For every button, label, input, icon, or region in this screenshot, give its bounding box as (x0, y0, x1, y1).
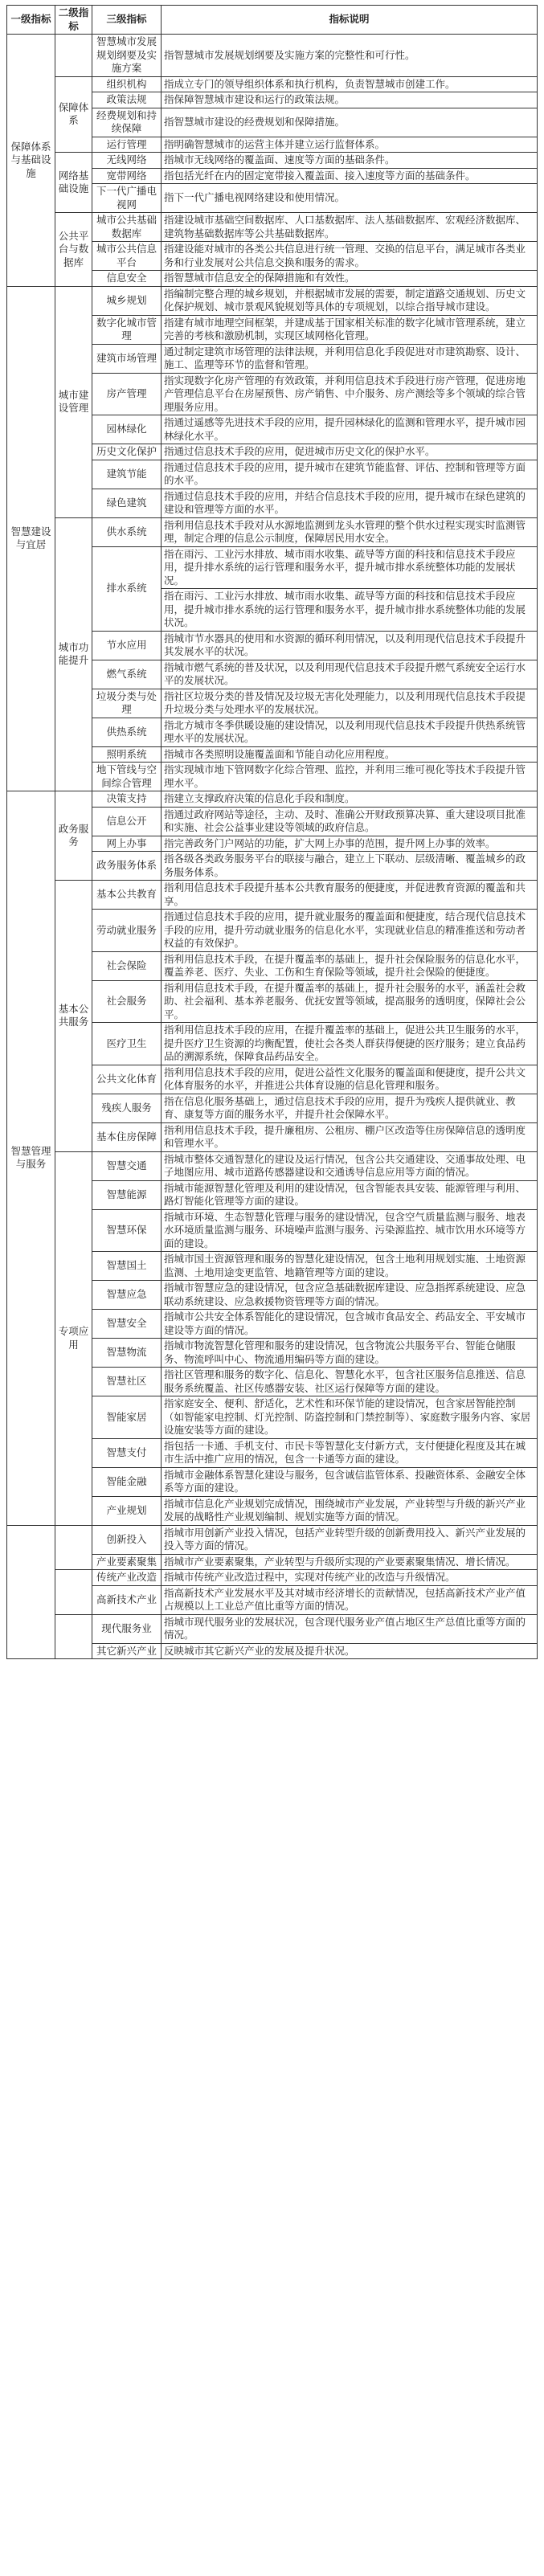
description-cell: 指建立支撑政府决策的信息化手段和制度。 (162, 791, 538, 808)
level3-cell: 组织机构 (92, 76, 162, 92)
level3-cell: 经费规划和持续保障 (92, 108, 162, 137)
description-cell: 指城市节水器具的使用和水资源的循环利用情况，以及利用现代信息技术手段提升其发展水平的状况。 (162, 631, 538, 660)
level3-cell: 智慧安全 (92, 1310, 162, 1339)
level2-cell (55, 35, 92, 77)
description-cell: 指完善政务门户网站的功能，扩大网上办事的范围，提升网上办事的效率。 (162, 836, 538, 852)
table-row (7, 213, 538, 242)
header-level3: 三级指标 (92, 6, 162, 35)
level3-cell: 城乡规划 (92, 286, 162, 315)
level3-cell: 社会服务 (92, 980, 162, 1023)
description-cell: 指智慧城市发展规划纲要及实施方案的完整性和可行性。 (162, 35, 538, 77)
header-level2: 二级指标 (55, 6, 92, 35)
description-cell: 指城市传统产业改造过程中，实现对传统产业的改造与升级情况。 (162, 1570, 538, 1586)
description-cell: 指利用信息技术手段，在提升覆盖率的基础上，提升社会保险服务的信息化水平，覆盖养老、医疗、失业、工伤和生育保险等领域，提升社会保险的便捷度。 (162, 951, 538, 980)
description-cell: 指编制完整合理的城乡规划，并根据城市发展的需要，制定道路交通规划、历史文化保护规划、城市景观风貌规划等具体的专项规划，以综合指导城市建设。 (162, 286, 538, 315)
description-cell: 指利用信息技术手段的应用，促进公益性文化服务的覆盖面和便捷度，提升公共文化体育服务的水平，并推进公共体育设施的信息化管理和服务。 (162, 1065, 538, 1094)
level3-cell: 排水系统 (92, 546, 162, 631)
description-cell: 指城市国土资源管理和服务的智慧化建设情况，包含土地利用规划实施、土地资源监测、土地用途变更监管、地籍管理等方面的建设。 (162, 1252, 538, 1281)
level3-cell: 社会保险 (92, 951, 162, 980)
table-row (7, 1151, 538, 1180)
table-row (7, 1570, 538, 1586)
level3-cell: 房产管理 (92, 373, 162, 415)
description-cell: 指保障智慧城市建设和运行的政策法规。 (162, 92, 538, 108)
description-cell: 指通过信息技术手段的应用，并结合信息技术手段的应用，提升城市在绿色建筑的建设和管理等方面的水平。 (162, 489, 538, 517)
description-cell: 指在雨污、工业污水排放、城市雨水收集、疏导等方面的科技和信息技术手段应用，提升城市排水系统的运行管理和服务水平，提升城市排水系统整体功能的发展状况。 (162, 589, 538, 632)
level3-cell: 决策支持 (92, 791, 162, 808)
level3-cell: 政务服务体系 (92, 852, 162, 881)
level3-cell: 供水系统 (92, 517, 162, 546)
level3-cell: 历史文化保护 (92, 444, 162, 460)
level2-cell: 城市功能提升 (55, 517, 92, 791)
description-cell: 指在雨污、工业污水排放、城市雨水收集、疏导等方面的科技和信息技术手段应用，提升排水系统的运行管理和服务水平，提升城市排水系统整体功能的发展状况。 (162, 546, 538, 589)
level2-cell: 专项应用 (55, 1151, 92, 1525)
level3-cell: 城市公共基础数据库 (92, 213, 162, 242)
table-body (7, 35, 538, 1659)
description-cell: 指城市用创新产业投入情况，包括产业转型升级的创新费用投入、新兴产业发展的投入等方面的情况。 (162, 1525, 538, 1554)
description-cell: 指智慧城市信息安全的保障措施和有效性。 (162, 271, 538, 287)
table-row (7, 153, 538, 169)
level3-cell: 节水应用 (92, 631, 162, 660)
level3-cell: 智慧应急 (92, 1281, 162, 1310)
level2-cell: 政务服务 (55, 791, 92, 881)
description-cell: 指利用信息技术手段对从水源地监测到龙头水管理的整个供水过程实现实时监测管理，制定合理的信息公示制度，保障居民用水安全。 (162, 517, 538, 546)
level3-cell: 绿色建筑 (92, 489, 162, 517)
description-cell: 指社区管理和服务的数字化、信息化、智慧化水平，包含社区服务信息推送、信息服务系统覆盖、社区传感器安装、社区运行保障等方面的建设。 (162, 1368, 538, 1396)
description-cell: 指城市整体交通智慧化的建设及运行情况，包含公共交通建设、交通事故处理、电子地图应用、城市道路传感器建设和交通诱导信息应用等方面的情况。 (162, 1151, 538, 1180)
description-cell: 反映城市其它新兴产业的发展及提升状况。 (162, 1643, 538, 1659)
level3-cell: 建筑节能 (92, 460, 162, 489)
header-description: 指标说明 (162, 6, 538, 35)
description-cell: 指智慧城市建设的经费规划和保障措施。 (162, 108, 538, 137)
description-cell: 指城市各类照明设施覆盖面和节能自动化应用程度。 (162, 746, 538, 763)
indicator-table (6, 5, 538, 1659)
description-cell: 通过制定建筑市场管理的法律法规，并利用信息化手段促进对市建筑勘察、设计、施工、监理等环节的监督和管理。 (162, 344, 538, 373)
description-cell: 指通过信息技术手段的应用，提升就业服务的覆盖面和便捷度，结合现代信息技术手段的应用，提升劳动就业服务的信息化水平，实现就业信息的精准推送和劳动者权益的有效保护。 (162, 910, 538, 952)
level2-cell (55, 1525, 92, 1570)
table-row (7, 35, 538, 77)
level1-cell (7, 1525, 55, 1659)
header-level1: 一级指标 (7, 6, 55, 35)
description-cell: 指在信息化服务基础上，通过信息技术手段的应用，提升为残疾人提供就业、教育、康复等方面的服务水平，并提升社会保障水平。 (162, 1094, 538, 1122)
description-cell: 指城市燃气系统的普及状况，以及利用现代信息技术手段提升燃气系统安全运行水平的发展状况。 (162, 660, 538, 689)
level3-cell: 现代服务业 (92, 1614, 162, 1643)
description-cell: 指通过政府网站等途径，主动、及时、准确公开财政预算决算、重大建设项目批准和实施、社会公益事业建设等领域的政府信息。 (162, 807, 538, 836)
description-cell: 指通过信息技术手段的应用，提升城市在建筑节能监督、评估、控制和管理等方面的水平。 (162, 460, 538, 489)
level3-cell: 基本住房保障 (92, 1122, 162, 1151)
level3-cell: 供热系统 (92, 718, 162, 746)
table-row (7, 286, 538, 315)
table-row (7, 881, 538, 910)
level2-cell (55, 1614, 92, 1659)
level1-cell: 智慧管理与服务 (7, 791, 55, 1526)
description-cell: 指北方城市冬季供暖设施的建设情况，以及利用现代信息技术手段提升供热系统管理水平的发展状况。 (162, 718, 538, 746)
description-cell: 指城市智慧应急的建设情况，包含应急基础数据库建设、应急指挥系统建设、应急联动系统建设、应急救援物资管理等方面的情况。 (162, 1281, 538, 1310)
level3-cell: 智慧支付 (92, 1438, 162, 1467)
description-cell: 指通过遥感等先进技术手段的应用，提升园林绿化的监测和管理水平，提升城市园林绿化水平。 (162, 415, 538, 444)
level3-cell: 智慧城市发展规划纲要及实施方案 (92, 35, 162, 77)
table-row (7, 1525, 538, 1554)
level3-cell: 其它新兴产业 (92, 1643, 162, 1659)
level3-cell: 基本公共教育 (92, 881, 162, 910)
description-cell: 指通过信息技术手段的应用，促进城市历史文化的保护水平。 (162, 444, 538, 460)
description-cell: 指各级各类政务服务平台的联接与融合，建立上下联动、层级清晰、覆盖城乡的政务服务体系。 (162, 852, 538, 881)
description-cell: 指城市产业要素聚集，产业转型与升级所实现的产业要素聚集情况、增长情况。 (162, 1554, 538, 1570)
level1-cell: 智慧建设与宜居 (7, 286, 55, 791)
level3-cell: 智慧国土 (92, 1252, 162, 1281)
level1-cell: 保障体系与基础设施 (7, 35, 55, 287)
description-cell: 指城市信息化产业规划完成情况，围绕城市产业发展，产业转型与升级的新兴产业发展的战略性产业规划编制、规划实施等方面的情况。 (162, 1496, 538, 1525)
description-cell: 指明确智慧城市的运营主体并建立运行监督体系。 (162, 137, 538, 153)
level3-cell: 公共文化体育 (92, 1065, 162, 1094)
description-cell: 指城市环境、生态智慧化管理与服务的建设情况，包含空气质量监测与服务、地表水环境质量监测与服务、环境噪声监测与服务、污染源监控、城市饮用水环境等方面的建设。 (162, 1209, 538, 1252)
level3-cell: 传统产业改造 (92, 1570, 162, 1586)
description-cell: 指城市金融体系智慧化建设与服务，包含诚信监管体系、投融资体系、金融安全体系等方面的建设。 (162, 1467, 538, 1496)
level3-cell: 创新投入 (92, 1525, 162, 1554)
level2-cell: 公共平台与数据库 (55, 213, 92, 287)
description-cell: 指实现城市地下管网数字化综合管理、监控，并利用三维可视化等技术手段提升管理水平。 (162, 763, 538, 791)
level3-cell: 残疾人服务 (92, 1094, 162, 1122)
level3-cell: 智慧交通 (92, 1151, 162, 1180)
description-cell: 指成立专门的领导组织体系和执行机构，负责智慧城市创建工作。 (162, 76, 538, 92)
level3-cell: 建筑市场管理 (92, 344, 162, 373)
description-cell: 指城市现代服务业的发展状况，包含现代服务业产值占地区生产总值比重等方面的情况。 (162, 1614, 538, 1643)
level3-cell: 照明系统 (92, 746, 162, 763)
level2-cell: 网络基础设施 (55, 153, 92, 213)
description-cell: 指家庭安全、便利、舒适化，艺术性和环保节能的建设情况，包含家居智能控制（如智能家电控制、灯光控制、防盗控制和门禁控制等）、家庭数字服务内容、家居设施安装等方面的建设。 (162, 1396, 538, 1439)
level3-cell: 政策法规 (92, 92, 162, 108)
description-cell: 指利用信息技术手段，在提升覆盖率的基础上，提升社会服务的水平，涵盖社会救助、社会福利、基本养老服务、优抚安置等领域，提高服务的透明度，保障社会公平。 (162, 980, 538, 1023)
level3-cell: 智慧物流 (92, 1339, 162, 1368)
description-cell: 指实现数字化房产管理的有效政策，并利用信息技术手段进行房产管理，促进房地产管理信息平台在房屋预售、房产销售、中介服务、房产测绘等多个领域的综合管理服务应用。 (162, 373, 538, 415)
level3-cell: 高新技术产业 (92, 1585, 162, 1614)
level3-cell: 无线网络 (92, 153, 162, 169)
level3-cell: 垃圾分类与处理 (92, 689, 162, 718)
level3-cell: 智慧社区 (92, 1368, 162, 1396)
table-row (7, 1614, 538, 1643)
level3-cell: 信息安全 (92, 271, 162, 287)
level2-cell: 保障体系 (55, 76, 92, 153)
description-cell: 指利用信息技术手段的应用，在提升覆盖率的基础上，促进公共卫生服务的水平，提升医疗卫生资源的均衡配置，使社会各类人群获得便捷的医疗服务；建立食品药品的溯源系统，保障食品药品安全。 (162, 1023, 538, 1065)
level3-cell: 智能家居 (92, 1396, 162, 1439)
description-cell: 指包括一卡通、手机支付、市民卡等智慧化支付新方式，支付便捷化程度及其在城市生活中推广应用的情况，包含一卡通等方面的建设。 (162, 1438, 538, 1467)
level3-cell: 数字化城市管理 (92, 315, 162, 344)
level3-cell: 网上办事 (92, 836, 162, 852)
level2-cell: 基本公共服务 (55, 881, 92, 1152)
description-cell: 指下一代广播电视网络建设和使用情况。 (162, 184, 538, 213)
table-row (7, 517, 538, 546)
description-cell: 指高新技术产业发展水平及其对城市经济增长的贡献情况，包括高新技术产业产值占规模以上工业总产值比重等方面的情况。 (162, 1585, 538, 1614)
level2-cell: 城市建设管理 (55, 286, 92, 517)
table-row (7, 791, 538, 808)
description-cell: 指包括光纤在内的固定宽带接入覆盖面、接入速度等方面的基础条件。 (162, 168, 538, 184)
level3-cell: 智慧能源 (92, 1180, 162, 1209)
level3-cell: 产业规划 (92, 1496, 162, 1525)
level3-cell: 燃气系统 (92, 660, 162, 689)
description-cell: 指建设能对城市的各类公共信息进行统一管理、交换的信息平台，满足城市各类业务和行业发展对公共信息交换和服务的需求。 (162, 242, 538, 271)
description-cell: 指城市公共安全体系智能化的建设情况，包含城市食品安全、药品安全、平安城市建设等方面的情况。 (162, 1310, 538, 1339)
level3-cell: 城市公共信息平台 (92, 242, 162, 271)
level3-cell: 宽带网络 (92, 168, 162, 184)
description-cell: 指建有城市地理空间框架，并建成基于国家相关标准的数字化城市管理系统，建立完善的考核和激励机制，实现区域网格化管理。 (162, 315, 538, 344)
level3-cell: 智能金融 (92, 1467, 162, 1496)
level2-cell (55, 1570, 92, 1615)
level3-cell: 地下管线与空间综合管理 (92, 763, 162, 791)
description-cell: 指利用信息技术手段提升基本公共教育服务的便捷度，并促进教育资源的覆盖和共享。 (162, 881, 538, 910)
description-cell: 指社区垃圾分类的普及情况及垃圾无害化处理能力，以及利用现代信息技术手段提升垃圾分类与处理水平的发展状况。 (162, 689, 538, 718)
level3-cell: 智慧环保 (92, 1209, 162, 1252)
description-cell: 指城市能源智慧化管理及利用的建设情况，包含智能表具安装、能源管理与利用、路灯智能化管理等方面的建设。 (162, 1180, 538, 1209)
level3-cell: 产业要素聚集 (92, 1554, 162, 1570)
level3-cell: 下一代广播电视网 (92, 184, 162, 213)
level3-cell: 运行管理 (92, 137, 162, 153)
description-cell: 指城市物流智慧化管理和服务的建设情况，包含物流公共服务平台、智能仓储服务、物流呼叫中心、物流通用编码等方面的建设。 (162, 1339, 538, 1368)
description-cell: 指利用信息技术手段，提升廉租房、公租房、棚户区改造等住房保障信息的透明度和管理水平。 (162, 1122, 538, 1151)
level3-cell: 信息公开 (92, 807, 162, 836)
table-row (7, 76, 538, 92)
header-row (7, 6, 538, 35)
description-cell: 指城市无线网络的覆盖面、速度等方面的基础条件。 (162, 153, 538, 169)
description-cell: 指建设城市基础空间数据库、人口基数据库、法人基础数据库、宏观经济数据库、建筑物基础数据库等公共基础数据库。 (162, 213, 538, 242)
level3-cell: 劳动就业服务 (92, 910, 162, 952)
level3-cell: 医疗卫生 (92, 1023, 162, 1065)
level3-cell: 园林绿化 (92, 415, 162, 444)
